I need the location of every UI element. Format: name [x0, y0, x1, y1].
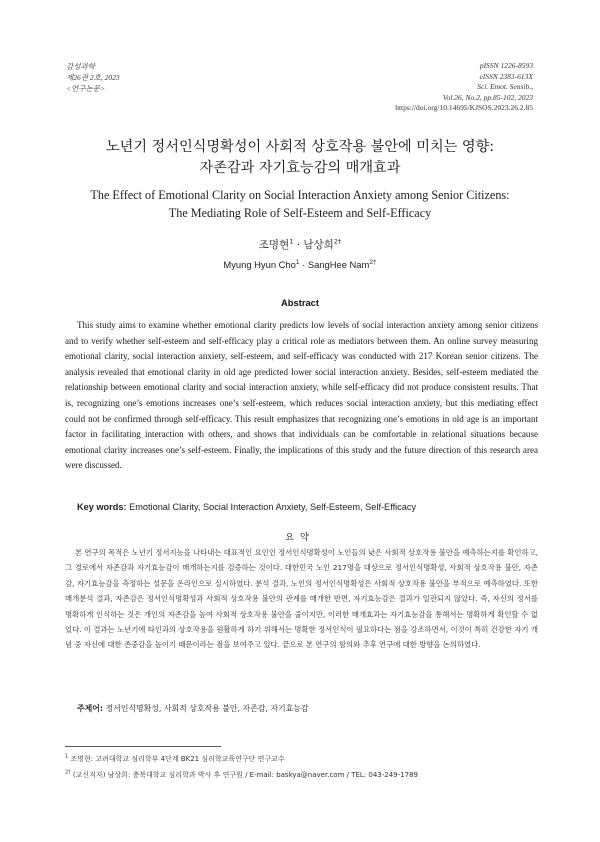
keywords [77, 502, 547, 512]
journal-volume: 제26권 2호, 2023 [66, 73, 120, 82]
footnote-1-mark: 1 [65, 753, 69, 760]
volume-pages: Vol.26, No.2, pp.85-102, 2023 [442, 92, 533, 102]
author-separator-en: · [299, 259, 308, 270]
author-1-ko-mark: 1 [289, 237, 294, 246]
english-title-line1: The Effect of Emotional Clarity on Social Interaction Anxiety among Senior Citizens: [90, 188, 510, 202]
author-2-ko: 남상희 [303, 239, 334, 251]
keywords-text: Emotional Clarity, Social Interaction Anxiety, Self-Esteem, Self-Efficacy [129, 502, 417, 512]
journal-header-right [395, 61, 533, 114]
pissn: pISSN 1226-8593 [479, 61, 533, 70]
abstract-text: This study aims to examine whether emotional clarity predicts low levels of social interaction anxiety among senior citizens and to verify whether self-esteem and self-efficacy play a critical role as mediators between them. An online survey measuring emotional clarity, social interaction anxiety, self-esteem, and self-efficacy was conducted with 217 Korean senior citizens. The analysis revealed that emotional clarity in old age predicted lower social interaction anxiety. Besides, self-esteem mediated the relationship between emotional clarity and social interaction anxiety, while self-efficacy did not produce consistent results. That is, recognizing one’s emotions increases one’s self-esteem, which reduces social interaction anxiety, but this mediating effect could not be confirmed through self-efficacy. This result emphasizes that recognizing one’s emotions in old age is an important factor in facilitating interaction with others, and shows that individuals can be comfortable in relational situations because emotional clarity increases one’s self-esteem. Finally, the implications of this study and the future direction of this research area were discussed. [65, 320, 538, 471]
korean-title [40, 137, 560, 179]
korean-keywords-text: 정서인식명확성, 사회적 상호작용 불안, 자존감, 자기효능감 [105, 704, 309, 713]
korean-title-line1: 노년기 정서인식명확성이 사회적 상호작용 불안에 미치는 영향: [105, 139, 495, 155]
author-1-en: Myung Hyun Cho [223, 259, 296, 270]
author-2-en-mark: 2† [369, 258, 377, 266]
doi-link[interactable]: https://doi.org/10.14695/KJSOS.2023.26.2.85 [395, 103, 533, 113]
eissn: eISSN 2383-613X [479, 71, 533, 81]
author-2-ko-mark: 2† [333, 237, 342, 246]
journal-header-left [66, 61, 120, 94]
author-2-en: SangHee Nam [307, 259, 370, 270]
author-1-ko: 조명현 [258, 239, 290, 251]
korean-title-line2: 자존감과 자기효능감의 매개효과 [199, 160, 401, 176]
korean-abstract-text: 본 연구의 목적은 노년기 정서지능을 나타내는 대표적인 요인인 정서인식명확성이 노인들의 낮은 사회적 상호작용 불안을 예측하는지를 확인하고, 그 경로에서 자존감과 자기효능감이 매개하는지를 검증하는 것이다. 대한민국 노인 217명을 대상으로 정서인식명확성, 사회적 상호작용 불안, 자존감, 자기효능감을 측정하는 설문을 온라인으로 실시하였다. 분석 결과, 노인의 정서인식명확성은 사회적 상호작용 불안을 부적으로 예측하였다. 또한 매개분석 결과, 자존감은 정서인식명확성과 사회적 상호작용 불안의 관계를 매개한 반면, 자기효능감은 결과가 일관되지 않았다. 즉, 자신의 정서를 명확하게 인식하는 것은 개인의 자존감을 높여 사회적 상호작용 불안을 줄이지만, 이러한 매개효과는 자기효능감을 통해서는 명확하게 확인할 수 없었다. 이 결과는 노년기에 타인과의 상호작용을 원활하게 하기 위해서는 명확한 정서인식이 필요하다는 점을 강조하면서, 이것이 특히 건강한 자기 개념 중 자신에 대한 존중감을 높이기 때문이라는 점을 보여주고 있다. 끝으로 본 연구의 함의와 추후 연구에 대한 방향을 논의하였다. [65, 548, 538, 650]
english-title [40, 186, 560, 222]
journal-name: 감성과학 [66, 62, 95, 71]
korean-keywords-label: 주제어: [77, 704, 104, 713]
keywords-label: Key words: [77, 502, 127, 512]
author-separator-ko: · [293, 239, 304, 251]
author-1-en-mark: 1 [295, 258, 300, 266]
footnote-1-text: 조명현: 고려대학교 심리학부 4단계 BK21 심리학교육연구단 연구교수 [70, 755, 285, 763]
korean-abstract-heading: 요약 [285, 532, 315, 543]
korean-keywords [77, 703, 547, 714]
footnote-1 [65, 754, 285, 764]
authors-korean [0, 237, 600, 252]
footnote-2-text: (교신저자) 남상희: 충북대학교 심리학과 박사 후 연구원 / E-mail: baskya@naver.com / TEL: 043-249-1789 [72, 771, 418, 779]
abstract-heading: Abstract [280, 297, 320, 308]
footnote-2-mark: 2† [65, 769, 71, 776]
footnote-divider [65, 746, 221, 747]
journal-abbrev: Sci. Emot. Sensib., [477, 82, 533, 92]
article-type: <연구논문> [66, 84, 106, 93]
english-title-line2: The Mediating Role of Self-Esteem and Self-Efficacy [168, 206, 432, 220]
footnote-2 [65, 770, 418, 780]
authors-english [0, 259, 600, 270]
